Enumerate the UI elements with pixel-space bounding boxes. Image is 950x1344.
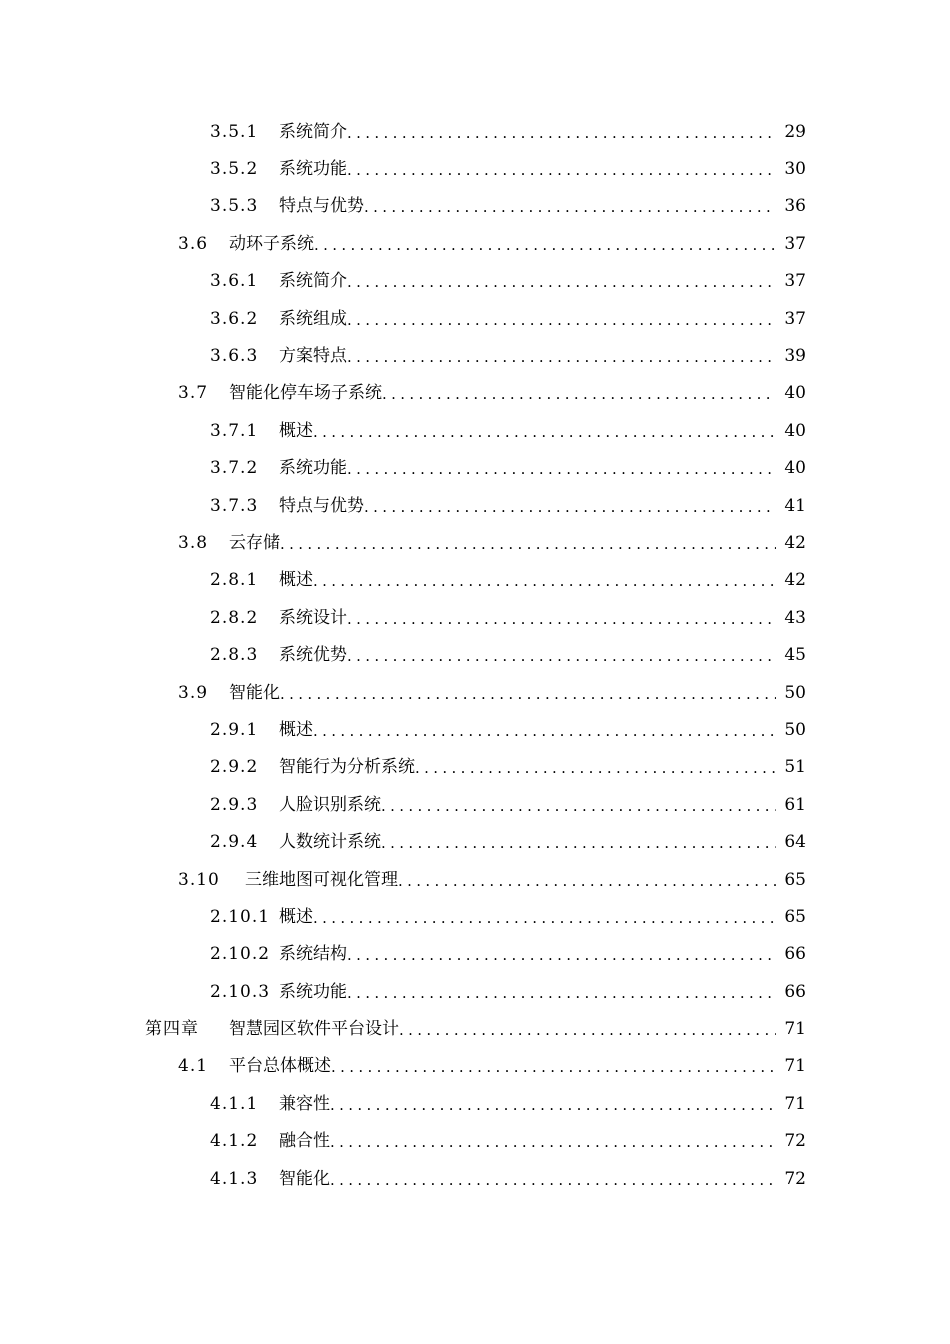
toc-entry-title: 系统功能 xyxy=(279,159,347,180)
toc-entry-number: 3.10 xyxy=(178,869,220,890)
toc-entry-title: 三维地图可视化管理 xyxy=(245,869,398,890)
toc-entry-title: 动环子系统 xyxy=(229,233,314,254)
toc-entry[interactable] xyxy=(0,861,950,898)
toc-entry-title: 概述 xyxy=(279,420,313,441)
toc-entry-page-number: 50 xyxy=(784,682,806,703)
toc-entry-page-number: 40 xyxy=(784,420,806,441)
toc-entry-number: 2.10.1 xyxy=(210,906,271,927)
toc-entry-page-number: 39 xyxy=(784,346,806,367)
toc-entry-title: 系统功能 xyxy=(279,458,347,479)
toc-entry-page-number: 37 xyxy=(784,233,806,254)
toc-entry-title: 云存储 xyxy=(229,532,280,553)
toc-dot-leader xyxy=(347,160,776,180)
toc-entry-number: 3.8 xyxy=(178,532,209,553)
toc-dot-leader xyxy=(381,796,776,816)
toc-entry[interactable] xyxy=(0,936,950,973)
toc-dot-leader xyxy=(364,497,776,517)
toc-dot-leader xyxy=(331,1057,776,1077)
toc-entry-page-number: 37 xyxy=(784,271,806,292)
toc-entry[interactable] xyxy=(0,1123,950,1160)
toc-entry[interactable] xyxy=(0,711,950,748)
toc-entry-number: 4.1.1 xyxy=(210,1093,259,1114)
toc-entry-number: 2.9.3 xyxy=(210,794,259,815)
toc-entry-number: 2.9.2 xyxy=(210,757,259,778)
toc-entry[interactable] xyxy=(0,412,950,449)
toc-entry-number: 2.9.4 xyxy=(210,832,259,853)
toc-entry-page-number: 36 xyxy=(784,196,806,217)
toc-entry-page-number: 42 xyxy=(784,570,806,591)
toc-entry-title: 人脸识别系统 xyxy=(279,794,381,815)
toc-entry-page-number: 64 xyxy=(784,832,806,853)
toc-dot-leader xyxy=(347,310,776,330)
toc-entry-page-number: 29 xyxy=(784,121,806,142)
toc-entry[interactable] xyxy=(0,1010,950,1047)
toc-dot-leader xyxy=(399,1020,776,1040)
toc-entry-title: 兼容性 xyxy=(279,1093,330,1114)
toc-entry-number: 2.8.1 xyxy=(210,570,259,591)
toc-entry-title: 智慧园区软件平台设计 xyxy=(229,1019,399,1040)
toc-entry-page-number: 72 xyxy=(784,1168,806,1189)
toc-entry-number: 3.5.2 xyxy=(210,159,259,180)
toc-dot-leader xyxy=(313,422,776,442)
table-of-contents xyxy=(0,113,950,1197)
toc-dot-leader xyxy=(313,721,776,741)
toc-entry-title: 系统结构 xyxy=(279,944,347,965)
toc-entry[interactable] xyxy=(0,487,950,524)
toc-entry-number: 3.6.2 xyxy=(210,308,259,329)
toc-entry-page-number: 71 xyxy=(784,1093,806,1114)
toc-dot-leader xyxy=(347,123,776,143)
toc-dot-leader xyxy=(347,609,776,629)
toc-entry[interactable] xyxy=(0,524,950,561)
toc-entry-number: 3.7.3 xyxy=(210,495,259,516)
toc-dot-leader xyxy=(347,646,776,666)
toc-dot-leader xyxy=(364,197,776,217)
toc-dot-leader xyxy=(347,945,776,965)
toc-entry-page-number: 50 xyxy=(784,719,806,740)
toc-dot-leader xyxy=(381,833,776,853)
toc-entry-title: 智能化 xyxy=(229,682,280,703)
toc-entry-number: 4.1 xyxy=(178,1056,209,1077)
toc-entry-number: 3.7.1 xyxy=(210,420,259,441)
toc-entry-number: 2.9.1 xyxy=(210,719,259,740)
toc-entry-number: 4.1.3 xyxy=(210,1168,259,1189)
toc-entry-page-number: 37 xyxy=(784,308,806,329)
toc-entry-title: 系统优势 xyxy=(279,645,347,666)
toc-entry[interactable] xyxy=(0,375,950,412)
toc-entry-page-number: 43 xyxy=(784,607,806,628)
toc-entry-title: 系统设计 xyxy=(279,607,347,628)
toc-entry[interactable] xyxy=(0,263,950,300)
toc-entry-page-number: 40 xyxy=(784,383,806,404)
toc-entry-number: 3.5.3 xyxy=(210,196,259,217)
toc-entry-page-number: 42 xyxy=(784,532,806,553)
toc-entry-page-number: 71 xyxy=(784,1056,806,1077)
toc-entry-title: 特点与优势 xyxy=(279,495,364,516)
toc-entry-title: 人数统计系统 xyxy=(279,832,381,853)
toc-dot-leader xyxy=(280,684,776,704)
toc-entry-page-number: 71 xyxy=(784,1019,806,1040)
toc-entry-number: 3.6.1 xyxy=(210,271,259,292)
toc-entry-page-number: 51 xyxy=(784,757,806,778)
toc-dot-leader xyxy=(313,908,776,928)
toc-entry-title: 特点与优势 xyxy=(279,196,364,217)
toc-entry[interactable] xyxy=(0,225,950,262)
toc-entry-page-number: 45 xyxy=(784,645,806,666)
toc-dot-leader xyxy=(330,1095,776,1115)
toc-dot-leader xyxy=(330,1132,776,1152)
toc-dot-leader xyxy=(347,272,776,292)
toc-entry-title: 系统功能 xyxy=(279,981,347,1002)
toc-entry-number: 3.5.1 xyxy=(210,121,259,142)
toc-entry[interactable] xyxy=(0,1085,950,1122)
toc-entry-number: 3.9 xyxy=(178,682,209,703)
toc-entry-title: 概述 xyxy=(279,570,313,591)
toc-entry-number: 2.10.3 xyxy=(210,981,271,1002)
toc-entry-number: 第四章 xyxy=(145,1019,199,1040)
toc-entry[interactable] xyxy=(0,599,950,636)
toc-dot-leader xyxy=(313,571,776,591)
toc-entry[interactable] xyxy=(0,674,950,711)
toc-entry-title: 系统简介 xyxy=(279,121,347,142)
toc-entry-page-number: 65 xyxy=(784,869,806,890)
toc-entry[interactable] xyxy=(0,973,950,1010)
toc-entry-title: 智能化停车场子系统 xyxy=(229,383,382,404)
toc-entry-title: 方案特点 xyxy=(279,346,347,367)
toc-entry-title: 系统简介 xyxy=(279,271,347,292)
toc-entry-number: 3.7.2 xyxy=(210,458,259,479)
toc-dot-leader xyxy=(347,983,776,1003)
toc-dot-leader xyxy=(415,758,776,778)
toc-entry-page-number: 65 xyxy=(784,906,806,927)
toc-entry-page-number: 66 xyxy=(784,981,806,1002)
toc-entry-title: 概述 xyxy=(279,719,313,740)
toc-entry-title: 概述 xyxy=(279,906,313,927)
toc-entry-page-number: 72 xyxy=(784,1131,806,1152)
toc-entry[interactable] xyxy=(0,337,950,374)
toc-entry[interactable] xyxy=(0,898,950,935)
toc-entry-number: 2.8.3 xyxy=(210,645,259,666)
toc-entry-number: 3.7 xyxy=(178,383,209,404)
toc-entry[interactable] xyxy=(0,1160,950,1197)
toc-dot-leader xyxy=(382,384,776,404)
toc-dot-leader xyxy=(398,871,776,891)
toc-entry-number: 3.6 xyxy=(178,233,209,254)
toc-dot-leader xyxy=(280,534,776,554)
toc-entry-page-number: 66 xyxy=(784,944,806,965)
toc-entry-title: 平台总体概述 xyxy=(229,1056,331,1077)
toc-entry-number: 4.1.2 xyxy=(210,1131,259,1152)
toc-entry-number: 2.10.2 xyxy=(210,944,271,965)
toc-entry[interactable] xyxy=(0,150,950,187)
toc-entry[interactable] xyxy=(0,786,950,823)
toc-dot-leader xyxy=(347,459,776,479)
toc-entry-title: 融合性 xyxy=(279,1131,330,1152)
toc-entry[interactable] xyxy=(0,188,950,225)
toc-entry-page-number: 40 xyxy=(784,458,806,479)
toc-dot-leader xyxy=(314,235,776,255)
toc-entry[interactable] xyxy=(0,562,950,599)
toc-entry-title: 智能行为分析系统 xyxy=(279,757,415,778)
toc-entry-title: 智能化 xyxy=(279,1168,330,1189)
toc-entry[interactable] xyxy=(0,113,950,150)
toc-entry[interactable] xyxy=(0,450,950,487)
toc-entry-number: 2.8.2 xyxy=(210,607,259,628)
toc-entry-page-number: 61 xyxy=(784,794,806,815)
toc-dot-leader xyxy=(347,347,776,367)
toc-entry-page-number: 30 xyxy=(784,159,806,180)
toc-dot-leader xyxy=(330,1170,776,1190)
toc-entry[interactable] xyxy=(0,1048,950,1085)
toc-entry[interactable] xyxy=(0,749,950,786)
toc-entry[interactable] xyxy=(0,300,950,337)
toc-entry-page-number: 41 xyxy=(784,495,806,516)
toc-entry[interactable] xyxy=(0,636,950,673)
toc-entry[interactable] xyxy=(0,823,950,860)
toc-entry-number: 3.6.3 xyxy=(210,346,259,367)
toc-entry-title: 系统组成 xyxy=(279,308,347,329)
